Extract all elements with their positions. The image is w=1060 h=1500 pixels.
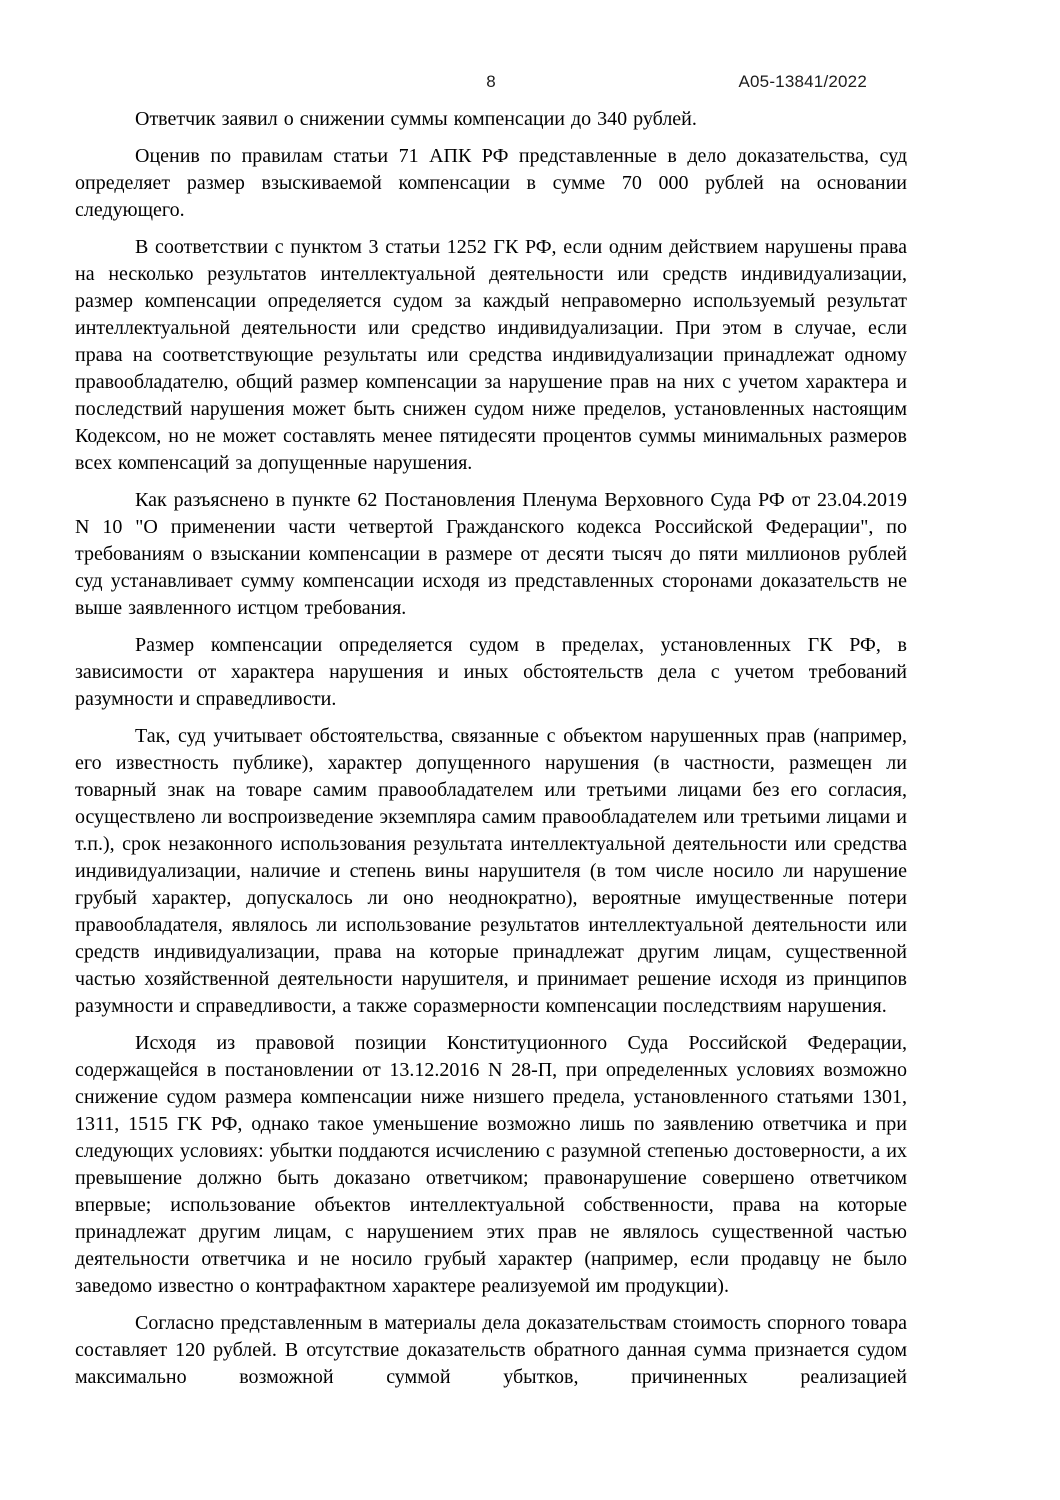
paragraph: Как разъяснено в пункте 62 Постановления Пленума Верховного Суда РФ от 23.04.2019 N 10 "О применении части четвертой Гражданского кодекса Российской Федерации", по требованиям о взыскании компенсации в размере от десяти тысяч до пяти миллионов рублей суд устанавливает сумму компенсации исходя из представленных сторонами доказательств не выше заявленного истцом требования. <box>75 489 907 619</box>
paragraph: Размер компенсации определяется судом в пределах, установленных ГК РФ, в зависимости от характера нарушения и иных обстоятельств дела с учетом требований разумности и справедливости. <box>75 634 907 710</box>
paragraph: Ответчик заявил о снижении суммы компенсации до 340 рублей. <box>135 108 697 130</box>
paragraph: Так, суд учитывает обстоятельства, связанные с объектом нарушенных прав (например, его известность публике), характер допущенного нарушения (в частности, размещен ли товарный знак на товаре самим правообладателем или третьими лицами без его согласия, осуществлено ли воспроизведение экземпляра самим правообладателем или третьими лицами и т.п.), срок незаконного использования результата интеллектуальной деятельности или средства индивидуализации, наличие и степень вины нарушителя (в том числе носило ли нарушение грубый характер, допускалось ли оно неоднократно), вероятные имущественные потери правообладателя, являлось ли использование результатов интеллектуальной деятельности или средств индивидуализации, права на которые принадлежат другим лицам, существенной частью хозяйственной деятельности нарушителя, и принимает решение исходя из принципов разумности и справедливости, а также соразмерности компенсации последствиям нарушения. <box>75 725 907 1017</box>
paragraph: Оценив по правилам статьи 71 АПК РФ представленные в дело доказательства, суд определяет размер взыскиваемой компенсации в сумме 70 000 рублей на основании следующего. <box>75 145 907 221</box>
paragraph: Согласно представленным в материалы дела доказательствам стоимость спорного товара составляет 120 рублей. В отсутствие доказательств обратного данная сумма признается судом максимально возможной суммой убытков, причиненных реализацией <box>75 1312 907 1388</box>
paragraph: Исходя из правовой позиции Конституционного Суда Российской Федерации, содержащейся в постановлении от 13.12.2016 N 28-П, при определенных условиях возможно снижение судом размера компенсации ниже низшего предела, установленного статьями 1301, 1311, 1515 ГК РФ, однако такое уменьшение возможно лишь по заявлению ответчика и при следующих условиях: убытки поддаются исчислению с разумной степенью достоверности, а их превышение должно быть доказано ответчиком; правонарушение совершено ответчиком впервые; использование объектов интеллектуальной собственности, права на которые принадлежат другим лицам, с нарушением этих прав не являлось существенной частью деятельности ответчика и не носило грубый характер (например, если продавцу не было заведомо известно о контрафактном характере реализуемой им продукции). <box>75 1032 907 1297</box>
page-number: 8 <box>486 72 496 91</box>
page-header <box>75 72 907 96</box>
document-body <box>75 106 907 1391</box>
case-number: А05-13841/2022 <box>738 72 867 91</box>
paragraph: В соответствии с пунктом 3 статьи 1252 ГК РФ, если одним действием нарушены права на несколько результатов интеллектуальной деятельности или средств индивидуализации, размер компенсации определяется судом за каждый неправомерно используемый результат интеллектуальной деятельности или средство индивидуализации. При этом в случае, если права на соответствующие результаты или средства индивидуализации принадлежат одному правообладателю, общий размер компенсации за нарушение прав на них с учетом характера и последствий нарушения может быть снижен судом ниже пределов, установленных настоящим Кодексом, но не может составлять менее пятидесяти процентов суммы минимальных размеров всех компенсаций за допущенные нарушения. <box>75 236 907 474</box>
